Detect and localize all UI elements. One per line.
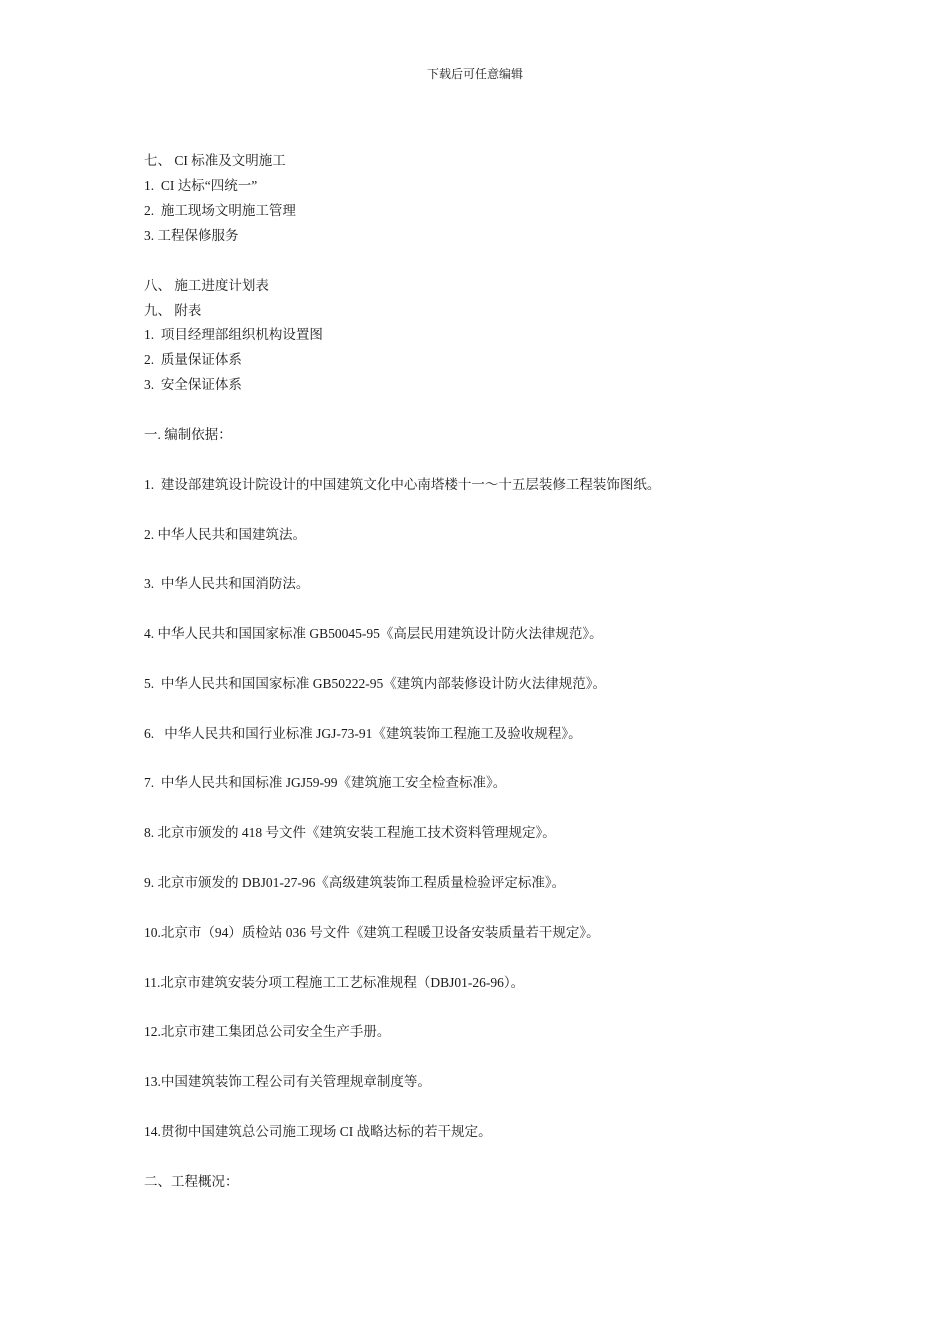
basis-item-3: 3. 中华人民共和国消防法。 [144,576,310,591]
basis-item-9: 9. 北京市颁发的 DBJ01-27-96《高级建筑装饰工程质量检验评定标准》。 [144,875,566,890]
section-7-item-2: 2. 施工现场文明施工管理 [144,203,296,218]
basis-item-11: 11.北京市建筑安装分项工程施工工艺标准规程（DBJ01-26-96）。 [144,975,525,990]
section-9-item-1: 1. 项目经理部组织机构设置图 [144,327,323,342]
basis-item-14: 14.贯彻中国建筑总公司施工现场 CI 战略达标的若干规定。 [144,1124,492,1139]
basis-item-1: 1. 建设部建筑设计院设计的中国建筑文化中心南塔楼十一～十五层装修工程装饰图纸。 [144,477,661,492]
section-9-heading: 九、 附表 [144,303,202,318]
basis-item-8: 8. 北京市颁发的 418 号文件《建筑安装工程施工技术资料管理规定》。 [144,825,556,840]
section-7-item-1: 1. CI 达标“四统一” [144,178,258,193]
basis-item-4: 4. 中华人民共和国国家标准 GB50045-95《高层民用建筑设计防火法律规范》。 [144,626,603,641]
basis-item-10: 10.北京市（94）质检站 036 号文件《建筑工程暖卫设备安装质量若干规定》。 [144,925,600,940]
section-9-item-3: 3. 安全保证体系 [144,377,242,392]
basis-item-5: 5. 中华人民共和国国家标准 GB50222-95《建筑内部装修设计防火法律规范》。 [144,676,606,691]
basis-item-6: 6. 中华人民共和国行业标准 JGJ-73-91《建筑装饰工程施工及验收规程》。 [144,726,582,741]
overview-heading: 二、工程概况： [144,1174,239,1189]
section-7-heading: 七、 CI 标准及文明施工 [144,153,286,168]
basis-item-2: 2. 中华人民共和国建筑法。 [144,527,306,542]
basis-heading: 一. 编制依据： [144,427,232,442]
basis-item-13: 13.中国建筑装饰工程公司有关管理规章制度等。 [144,1074,431,1089]
section-9-item-2: 2. 质量保证体系 [144,352,242,367]
page-header: 下载后可任意编辑 [426,67,523,81]
section-7-item-3: 3. 工程保修服务 [144,228,239,243]
basis-item-12: 12.北京市建工集团总公司安全生产手册。 [144,1024,391,1039]
basis-item-7: 7. 中华人民共和国标准 JGJ59-99《建筑施工安全检查标准》。 [144,775,507,790]
section-8-heading: 八、 施工进度计划表 [144,278,269,293]
